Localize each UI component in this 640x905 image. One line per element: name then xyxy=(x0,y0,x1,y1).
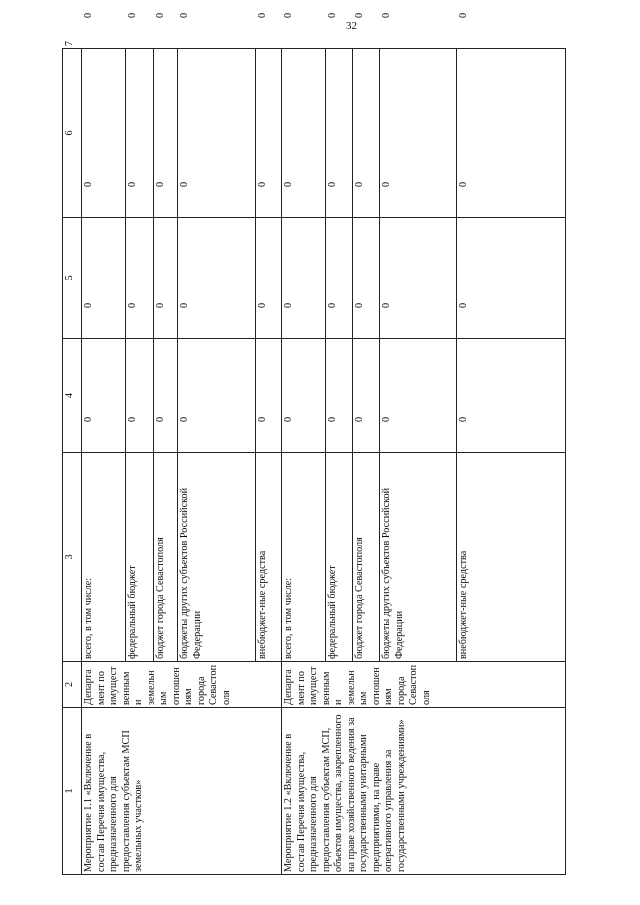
value-cell: 0 xyxy=(282,49,326,218)
source-cell: федеральный бюджет xyxy=(126,453,154,662)
table-row: Мероприятие 1.2 «Включение в состав Перечня имущества, предназначенного для предоставления субъектам МСП, объектов имущества, закрепленного на праве хозяйственного ведения за государственными унитарными предприятиями, на праве оперативного управления за государственными учреждениями» Департамент по имущественным и земельным отношениям города Севастополя всего, в том числе: 0 0 0 0 xyxy=(282,49,326,875)
value-cell: 0 xyxy=(178,49,256,218)
header-cell-3: 3 xyxy=(63,453,82,662)
value-cell: 0 xyxy=(457,218,566,339)
value-cell: 0 xyxy=(126,49,154,218)
value-cell: 0 xyxy=(457,49,566,218)
value-cell: 0 xyxy=(353,339,380,453)
header-cell-6: 6 xyxy=(63,49,82,218)
table-row: федеральный бюджет 0 0 0 0 xyxy=(326,49,353,875)
source-cell: бюджеты других субъектов Российской Федерации xyxy=(380,453,457,662)
source-cell: всего, в том числе: xyxy=(82,453,126,662)
value-cell: 0 xyxy=(154,339,178,453)
value-cell: 0 xyxy=(326,49,353,218)
value-cell: 0 xyxy=(82,49,126,218)
value-cell: 0 xyxy=(178,218,256,339)
page-number: 32 xyxy=(346,20,357,32)
value-cell: 0 xyxy=(256,218,282,339)
value-cell: 0 xyxy=(326,218,353,339)
table-row: внебюджет-ные средства 0 0 0 0 xyxy=(457,49,566,875)
value-cell: 0 xyxy=(154,49,178,218)
table-row: внебюджет-ные средства 0 0 0 0 xyxy=(256,49,282,875)
value-cell: 0 xyxy=(82,339,126,453)
value-cell: 0 xyxy=(126,339,154,453)
event-name-cell: Мероприятие 1.1 «Включение в состав Перечня имущества, предназначенного для предоставления субъектам МСП земельных участков» xyxy=(82,708,282,875)
value-cell: 0 xyxy=(380,49,457,218)
table-row: бюджет города Севастополя 0 0 0 0 xyxy=(353,49,380,875)
table-row: Мероприятие 1.1 «Включение в состав Перечня имущества, предназначенного для предоставления субъектам МСП земельных участков» Департамент по имущественным и земельным отношениям города Севастополя всего, в том числе: 0 0 0 0 xyxy=(82,49,126,875)
executor-cell: Департамент по имущественным и земельным отношениям города Севастополя xyxy=(82,662,282,708)
header-cell-5: 5 xyxy=(63,218,82,339)
value-cell: 0 xyxy=(282,218,326,339)
source-cell: бюджет города Севастополя xyxy=(353,453,380,662)
header-cell-4: 4 xyxy=(63,339,82,453)
table-row: федеральный бюджет 0 0 0 0 xyxy=(126,49,154,875)
source-cell: внебюджет-ные средства xyxy=(457,453,566,662)
header-cell-1: 1 xyxy=(63,708,82,875)
source-cell: внебюджет-ные средства xyxy=(256,453,282,662)
value-cell: 0 xyxy=(126,218,154,339)
value-cell: 0 xyxy=(380,218,457,339)
source-cell: федеральный бюджет xyxy=(326,453,353,662)
value-cell: 0 xyxy=(380,339,457,453)
table-row: бюджеты других субъектов Российской Федерации 0 0 0 0 xyxy=(178,49,256,875)
table-row: бюджет города Севастополя 0 0 0 0 xyxy=(154,49,178,875)
value-cell: 0 xyxy=(282,339,326,453)
value-cell: 0 xyxy=(256,339,282,453)
value-cell: 0 xyxy=(256,49,282,218)
value-cell: 0 xyxy=(353,49,380,218)
header-row: 1 2 3 4 5 6 7 xyxy=(63,49,82,875)
source-cell: всего, в том числе: xyxy=(282,453,326,662)
source-cell: бюджеты других субъектов Российской Федерации xyxy=(178,453,256,662)
event-name-cell: Мероприятие 1.2 «Включение в состав Перечня имущества, предназначенного для предоставления субъектам МСП, объектов имущества, закрепленного на праве хозяйственного ведения за государственными унитарными предприятиями, на праве оперативного управления за государственными учреждениями» xyxy=(282,708,566,875)
value-cell: 0 xyxy=(178,339,256,453)
source-cell: бюджет города Севастополя xyxy=(154,453,178,662)
executor-cell: Департамент по имущественным и земельным отношениям города Севастополя xyxy=(282,662,566,708)
value-cell: 0 xyxy=(82,218,126,339)
table-row: бюджеты других субъектов Российской Федерации 0 0 0 0 xyxy=(380,49,457,875)
header-cell-2: 2 xyxy=(63,662,82,708)
value-cell: 0 xyxy=(154,218,178,339)
value-cell: 0 xyxy=(457,339,566,453)
value-cell: 0 xyxy=(353,218,380,339)
value-cell: 0 xyxy=(326,339,353,453)
